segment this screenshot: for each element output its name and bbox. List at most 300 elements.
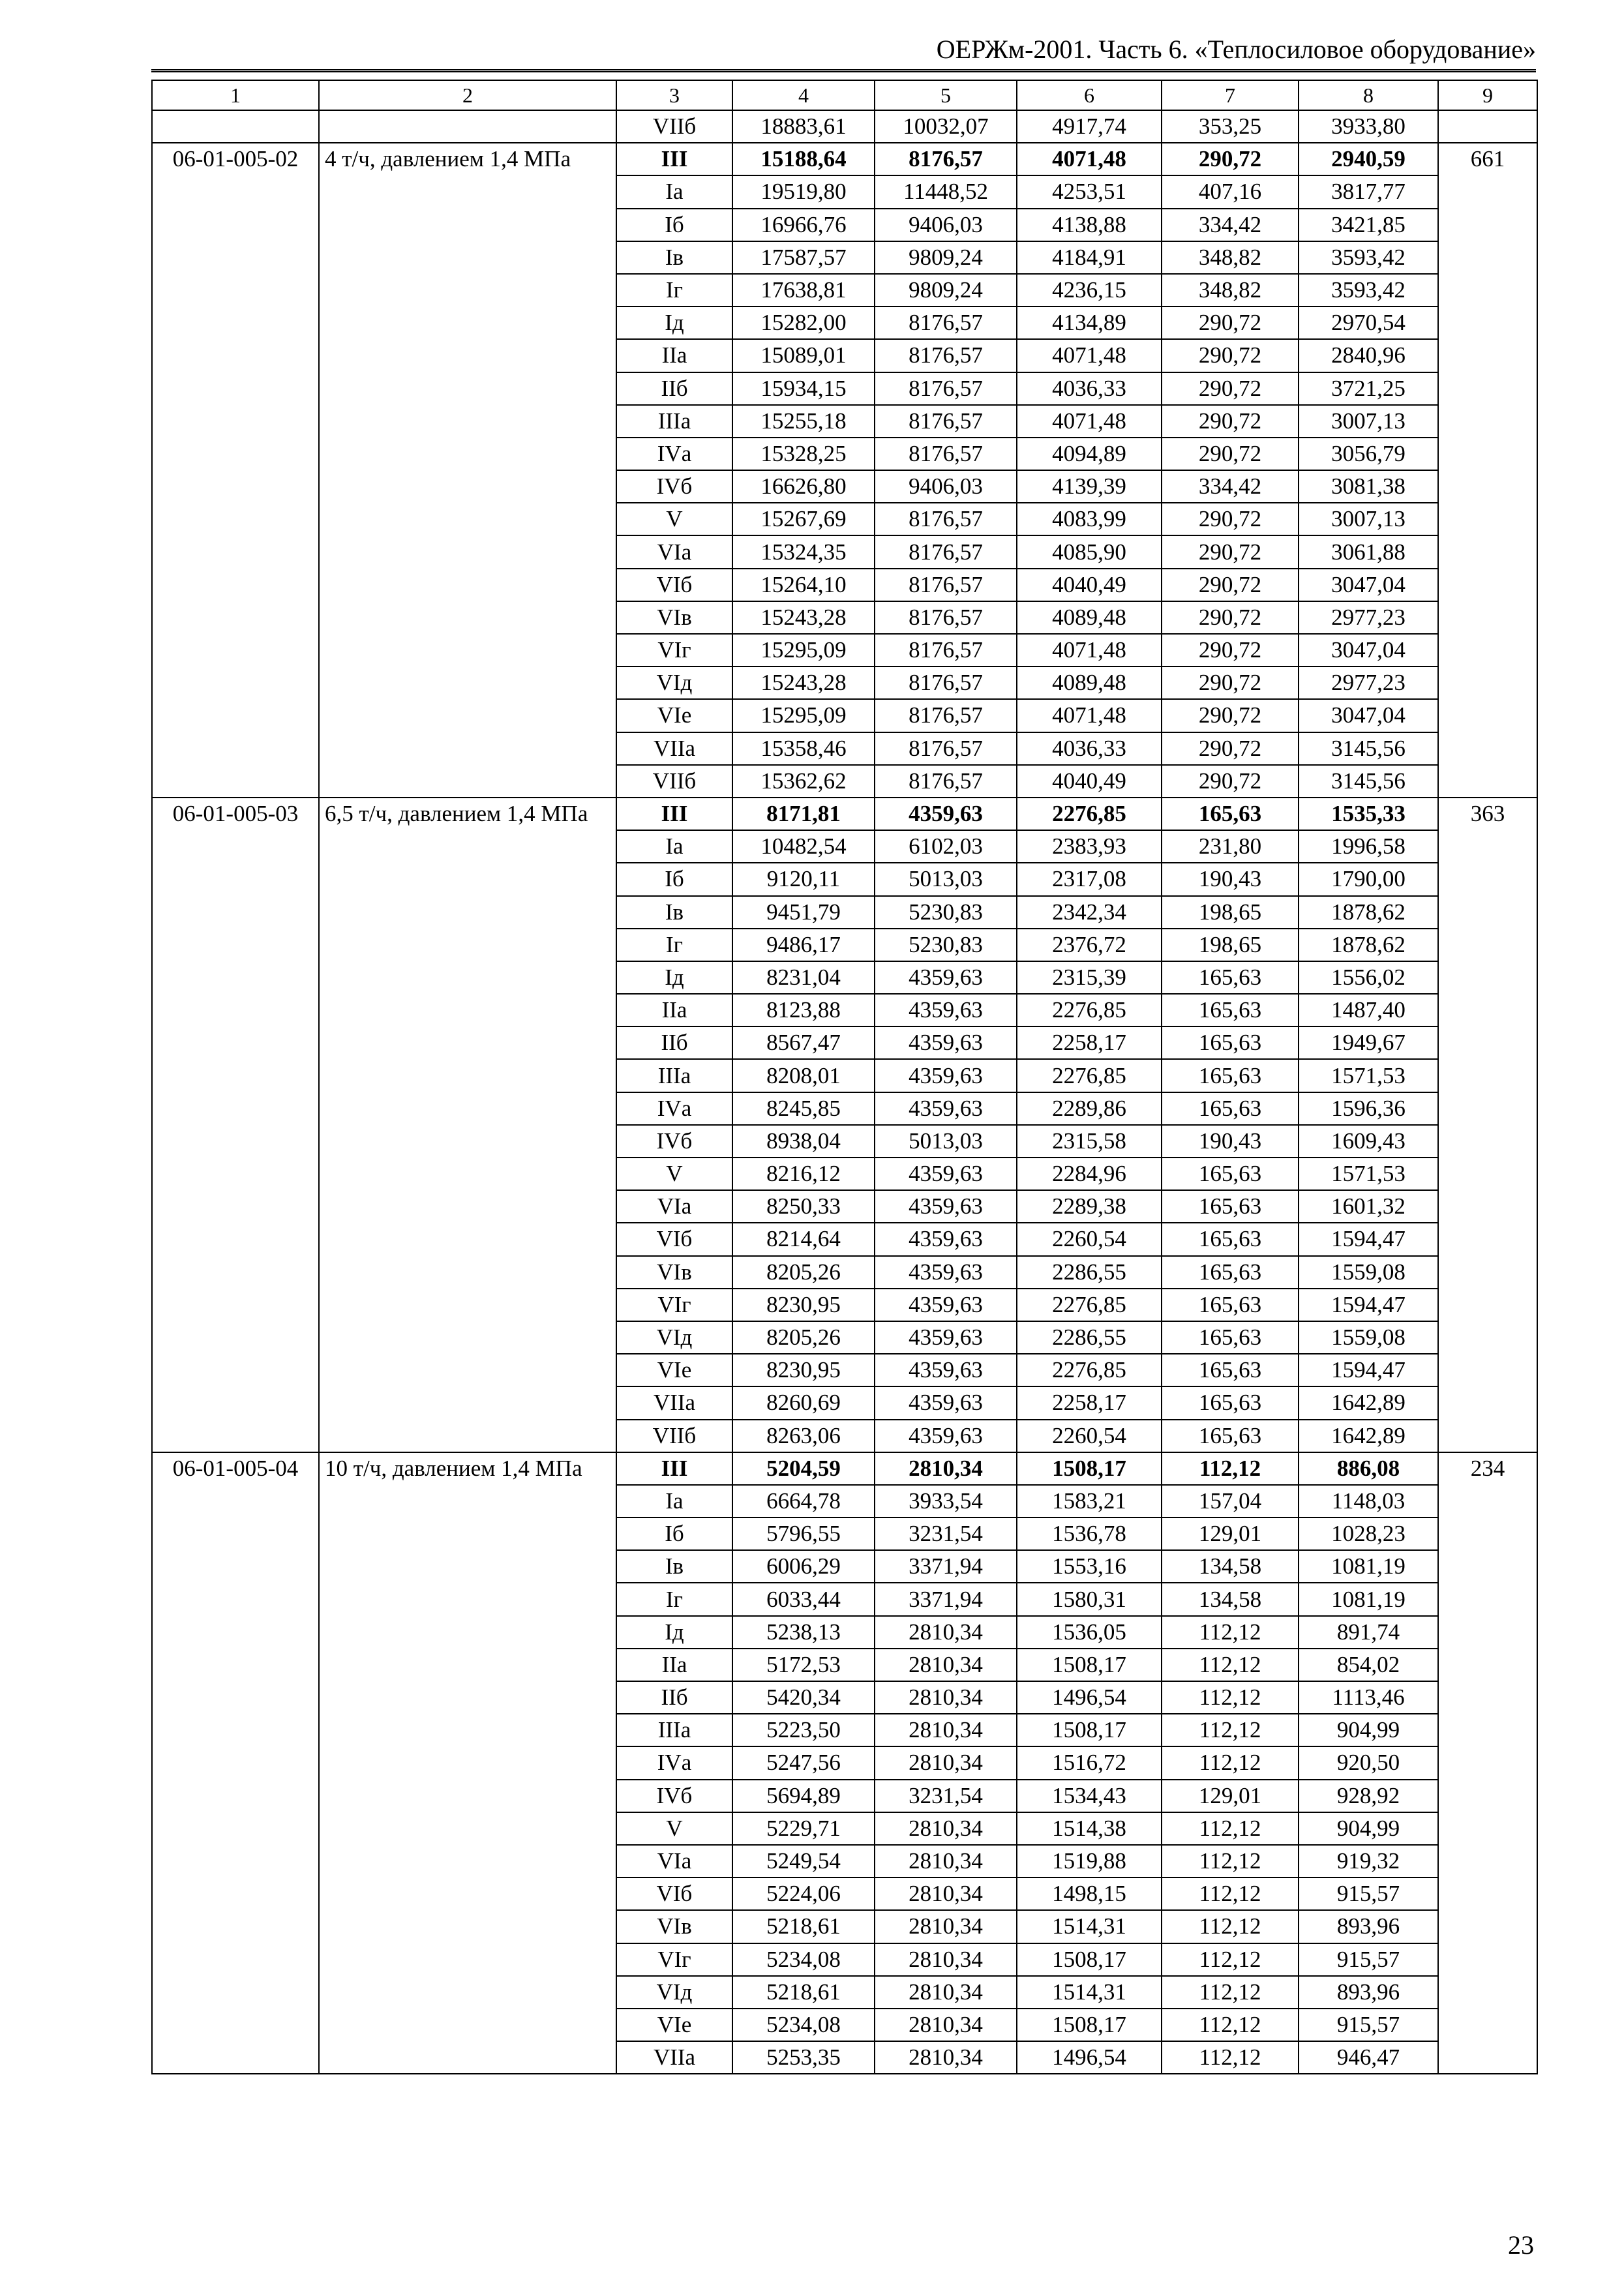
- value-cell: 920,50: [1299, 1746, 1438, 1779]
- value-cell: 4184,91: [1017, 241, 1162, 274]
- value-cell: 8230,95: [732, 1354, 875, 1386]
- value-cell: 134,58: [1162, 1583, 1299, 1615]
- value-cell: 919,32: [1299, 1845, 1438, 1878]
- count-cell: 363: [1438, 798, 1537, 1452]
- value-cell: 165,63: [1162, 1223, 1299, 1255]
- column-number: 2: [319, 80, 616, 110]
- value-cell: 3047,04: [1299, 699, 1438, 732]
- value-cell: 1148,03: [1299, 1485, 1438, 1518]
- value-cell: 4036,33: [1017, 732, 1162, 765]
- zone-cell: VIIа: [616, 732, 732, 765]
- value-cell: 112,12: [1162, 1746, 1299, 1779]
- value-cell: 1609,43: [1299, 1125, 1438, 1158]
- value-cell: 290,72: [1162, 339, 1299, 372]
- value-cell: 4359,63: [875, 1289, 1017, 1321]
- value-cell: 4253,51: [1017, 175, 1162, 208]
- value-cell: 4071,48: [1017, 405, 1162, 438]
- value-cell: 886,08: [1299, 1452, 1438, 1485]
- zone-cell: VIе: [616, 2009, 732, 2041]
- value-cell: 290,72: [1162, 438, 1299, 470]
- value-cell: 4085,90: [1017, 535, 1162, 568]
- zone-cell: VIв: [616, 601, 732, 634]
- column-number: 5: [875, 80, 1017, 110]
- value-cell: 4040,49: [1017, 765, 1162, 798]
- value-cell: 1514,31: [1017, 1976, 1162, 2009]
- zone-cell: IIIа: [616, 1714, 732, 1746]
- value-cell: 15264,10: [732, 569, 875, 601]
- value-cell: 2810,34: [875, 1943, 1017, 1976]
- value-cell: 854,02: [1299, 1649, 1438, 1681]
- value-cell: 8231,04: [732, 961, 875, 994]
- value-cell: 3145,56: [1299, 732, 1438, 765]
- value-cell: 3047,04: [1299, 634, 1438, 666]
- count-cell: 661: [1438, 143, 1537, 798]
- page-number: 23: [1508, 2230, 1534, 2260]
- value-cell: 9451,79: [732, 896, 875, 929]
- zone-cell: IIIа: [616, 1059, 732, 1092]
- value-cell: 4089,48: [1017, 601, 1162, 634]
- value-cell: 8205,26: [732, 1321, 875, 1354]
- value-cell: 15282,00: [732, 307, 875, 339]
- value-cell: 6033,44: [732, 1583, 875, 1615]
- value-cell: 4359,63: [875, 1354, 1017, 1386]
- count-cell: [1438, 110, 1537, 143]
- value-cell: 4139,39: [1017, 470, 1162, 503]
- zone-cell: VIг: [616, 634, 732, 666]
- value-cell: 10482,54: [732, 830, 875, 863]
- value-cell: 5230,83: [875, 929, 1017, 961]
- value-cell: 1571,53: [1299, 1158, 1438, 1190]
- value-cell: 165,63: [1162, 1190, 1299, 1223]
- value-cell: 165,63: [1162, 1289, 1299, 1321]
- value-cell: 2810,34: [875, 1616, 1017, 1649]
- value-cell: 4089,48: [1017, 666, 1162, 699]
- value-cell: 1556,02: [1299, 961, 1438, 994]
- value-cell: 1949,67: [1299, 1026, 1438, 1059]
- value-cell: 5420,34: [732, 1681, 875, 1714]
- zone-cell: Iб: [616, 209, 732, 241]
- value-cell: 8214,64: [732, 1223, 875, 1255]
- value-cell: 5013,03: [875, 1125, 1017, 1158]
- value-cell: 8176,57: [875, 601, 1017, 634]
- zone-cell: VIIб: [616, 110, 732, 143]
- value-cell: 4359,63: [875, 798, 1017, 830]
- zone-cell: VIб: [616, 1223, 732, 1255]
- value-cell: 1514,31: [1017, 1910, 1162, 1943]
- value-cell: 353,25: [1162, 110, 1299, 143]
- value-cell: 4359,63: [875, 1321, 1017, 1354]
- value-cell: 4359,63: [875, 1256, 1017, 1289]
- value-cell: 3721,25: [1299, 372, 1438, 405]
- value-cell: 8176,57: [875, 339, 1017, 372]
- value-cell: 8176,57: [875, 372, 1017, 405]
- value-cell: 8176,57: [875, 765, 1017, 798]
- zone-cell: Iб: [616, 1518, 732, 1550]
- running-header: ОЕРЖм-2001. Часть 6. «Теплосиловое оборудование»: [151, 33, 1536, 72]
- value-cell: 290,72: [1162, 601, 1299, 634]
- value-cell: 15267,69: [732, 503, 875, 535]
- value-cell: 2940,59: [1299, 143, 1438, 175]
- zone-cell: IVб: [616, 1780, 732, 1812]
- value-cell: 2315,58: [1017, 1125, 1162, 1158]
- value-cell: 198,65: [1162, 896, 1299, 929]
- value-cell: 1642,89: [1299, 1386, 1438, 1419]
- value-cell: 17587,57: [732, 241, 875, 274]
- value-cell: 4359,63: [875, 1386, 1017, 1419]
- price-table-container: [151, 80, 1537, 2074]
- value-cell: 1601,32: [1299, 1190, 1438, 1223]
- value-cell: 4134,89: [1017, 307, 1162, 339]
- zone-cell: V: [616, 503, 732, 535]
- zone-cell: Iг: [616, 929, 732, 961]
- zone-cell: VIв: [616, 1256, 732, 1289]
- value-cell: 8176,57: [875, 438, 1017, 470]
- column-number: 6: [1017, 80, 1162, 110]
- value-cell: 2258,17: [1017, 1026, 1162, 1059]
- code-cell: [152, 110, 319, 143]
- value-cell: 1594,47: [1299, 1223, 1438, 1255]
- value-cell: 4138,88: [1017, 209, 1162, 241]
- value-cell: 893,96: [1299, 1976, 1438, 2009]
- value-cell: 3081,38: [1299, 470, 1438, 503]
- value-cell: 4083,99: [1017, 503, 1162, 535]
- value-cell: 190,43: [1162, 863, 1299, 895]
- zone-cell: VIб: [616, 1878, 732, 1910]
- value-cell: 5224,06: [732, 1878, 875, 1910]
- value-cell: 2810,34: [875, 1649, 1017, 1681]
- zone-cell: Iа: [616, 175, 732, 208]
- value-cell: 11448,52: [875, 175, 1017, 208]
- value-cell: 2342,34: [1017, 896, 1162, 929]
- value-cell: 15188,64: [732, 143, 875, 175]
- value-cell: 15362,62: [732, 765, 875, 798]
- value-cell: 2286,55: [1017, 1321, 1162, 1354]
- value-cell: 290,72: [1162, 699, 1299, 732]
- value-cell: 4359,63: [875, 1158, 1017, 1190]
- value-cell: 2260,54: [1017, 1223, 1162, 1255]
- value-cell: 15243,28: [732, 666, 875, 699]
- zone-cell: V: [616, 1158, 732, 1190]
- value-cell: 129,01: [1162, 1518, 1299, 1550]
- value-cell: 8176,57: [875, 569, 1017, 601]
- zone-cell: VIг: [616, 1943, 732, 1976]
- zone-cell: IVб: [616, 470, 732, 503]
- value-cell: 2810,34: [875, 1681, 1017, 1714]
- zone-cell: IVа: [616, 438, 732, 470]
- value-cell: 2286,55: [1017, 1256, 1162, 1289]
- value-cell: 3593,42: [1299, 241, 1438, 274]
- value-cell: 1534,43: [1017, 1780, 1162, 1812]
- value-cell: 3231,54: [875, 1518, 1017, 1550]
- value-cell: 915,57: [1299, 2009, 1438, 2041]
- value-cell: 165,63: [1162, 1354, 1299, 1386]
- value-cell: 1508,17: [1017, 2009, 1162, 2041]
- value-cell: 1496,54: [1017, 1681, 1162, 1714]
- value-cell: 8176,57: [875, 634, 1017, 666]
- value-cell: 5218,61: [732, 1910, 875, 1943]
- value-cell: 112,12: [1162, 1616, 1299, 1649]
- value-cell: 112,12: [1162, 2041, 1299, 2074]
- value-cell: 3061,88: [1299, 535, 1438, 568]
- value-cell: 946,47: [1299, 2041, 1438, 2074]
- value-cell: 334,42: [1162, 470, 1299, 503]
- column-number: 9: [1438, 80, 1537, 110]
- zone-cell: IIб: [616, 372, 732, 405]
- zone-cell: VIе: [616, 1354, 732, 1386]
- value-cell: 4359,63: [875, 1026, 1017, 1059]
- value-cell: 5247,56: [732, 1746, 875, 1779]
- zone-cell: IIб: [616, 1681, 732, 1714]
- value-cell: 6006,29: [732, 1550, 875, 1583]
- zone-cell: VIа: [616, 1845, 732, 1878]
- zone-cell: Iг: [616, 274, 732, 307]
- value-cell: 4359,63: [875, 1223, 1017, 1255]
- value-cell: 165,63: [1162, 994, 1299, 1026]
- value-cell: 8216,12: [732, 1158, 875, 1190]
- zone-cell: VIа: [616, 535, 732, 568]
- value-cell: 1996,58: [1299, 830, 1438, 863]
- zone-cell: IVа: [616, 1092, 732, 1125]
- value-cell: 231,80: [1162, 830, 1299, 863]
- zone-cell: VIв: [616, 1910, 732, 1943]
- zone-cell: Iд: [616, 1616, 732, 1649]
- value-cell: 8260,69: [732, 1386, 875, 1419]
- value-cell: 134,58: [1162, 1550, 1299, 1583]
- value-cell: 4917,74: [1017, 110, 1162, 143]
- zone-cell: VIд: [616, 666, 732, 699]
- zone-cell: VIг: [616, 1289, 732, 1321]
- value-cell: 3593,42: [1299, 274, 1438, 307]
- value-cell: 5204,59: [732, 1452, 875, 1485]
- column-number: 4: [732, 80, 875, 110]
- price-table-body: [152, 80, 1537, 2074]
- value-cell: 290,72: [1162, 535, 1299, 568]
- value-cell: 4071,48: [1017, 143, 1162, 175]
- value-cell: 1508,17: [1017, 1452, 1162, 1485]
- value-cell: 1028,23: [1299, 1518, 1438, 1550]
- value-cell: 5223,50: [732, 1714, 875, 1746]
- zone-cell: Iб: [616, 863, 732, 895]
- value-cell: 1594,47: [1299, 1354, 1438, 1386]
- value-cell: 8205,26: [732, 1256, 875, 1289]
- value-cell: 112,12: [1162, 1812, 1299, 1845]
- value-cell: 4359,63: [875, 994, 1017, 1026]
- value-cell: 2810,34: [875, 1812, 1017, 1845]
- value-cell: 2276,85: [1017, 1289, 1162, 1321]
- value-cell: 290,72: [1162, 569, 1299, 601]
- zone-cell: VIд: [616, 1321, 732, 1354]
- value-cell: 165,63: [1162, 1026, 1299, 1059]
- value-cell: 2810,34: [875, 1845, 1017, 1878]
- value-cell: 112,12: [1162, 1976, 1299, 2009]
- value-cell: 290,72: [1162, 634, 1299, 666]
- value-cell: 3145,56: [1299, 765, 1438, 798]
- value-cell: 8938,04: [732, 1125, 875, 1158]
- value-cell: 8250,33: [732, 1190, 875, 1223]
- value-cell: 16966,76: [732, 209, 875, 241]
- zone-cell: Iа: [616, 1485, 732, 1518]
- table-row: [152, 1452, 1537, 1485]
- value-cell: 915,57: [1299, 1878, 1438, 1910]
- value-cell: 290,72: [1162, 405, 1299, 438]
- value-cell: 5229,71: [732, 1812, 875, 1845]
- zone-cell: Iд: [616, 961, 732, 994]
- value-cell: 8263,06: [732, 1420, 875, 1452]
- value-cell: 9120,11: [732, 863, 875, 895]
- value-cell: 2276,85: [1017, 994, 1162, 1026]
- value-cell: 290,72: [1162, 143, 1299, 175]
- value-cell: 112,12: [1162, 2009, 1299, 2041]
- value-cell: 5694,89: [732, 1780, 875, 1812]
- value-cell: 2260,54: [1017, 1420, 1162, 1452]
- value-cell: 18883,61: [732, 110, 875, 143]
- value-cell: 2383,93: [1017, 830, 1162, 863]
- value-cell: 334,42: [1162, 209, 1299, 241]
- value-cell: 112,12: [1162, 1910, 1299, 1943]
- value-cell: 348,82: [1162, 274, 1299, 307]
- value-cell: 165,63: [1162, 1321, 1299, 1354]
- value-cell: 3007,13: [1299, 405, 1438, 438]
- zone-cell: Iв: [616, 896, 732, 929]
- value-cell: 9809,24: [875, 241, 1017, 274]
- zone-cell: III: [616, 143, 732, 175]
- value-cell: 3056,79: [1299, 438, 1438, 470]
- value-cell: 2276,85: [1017, 1059, 1162, 1092]
- value-cell: 2810,34: [875, 1452, 1017, 1485]
- zone-cell: IVб: [616, 1125, 732, 1158]
- value-cell: 112,12: [1162, 1649, 1299, 1681]
- value-cell: 16626,80: [732, 470, 875, 503]
- value-cell: 2970,54: [1299, 307, 1438, 339]
- value-cell: 3421,85: [1299, 209, 1438, 241]
- value-cell: 9406,03: [875, 209, 1017, 241]
- value-cell: 5013,03: [875, 863, 1017, 895]
- zone-cell: III: [616, 798, 732, 830]
- value-cell: 1081,19: [1299, 1583, 1438, 1615]
- value-cell: 904,99: [1299, 1714, 1438, 1746]
- value-cell: 407,16: [1162, 175, 1299, 208]
- code-cell: 06-01-005-04: [152, 1452, 319, 2074]
- zone-cell: III: [616, 1452, 732, 1485]
- value-cell: 915,57: [1299, 1943, 1438, 1976]
- value-cell: 4036,33: [1017, 372, 1162, 405]
- zone-cell: VIе: [616, 699, 732, 732]
- value-cell: 1498,15: [1017, 1878, 1162, 1910]
- value-cell: 3817,77: [1299, 175, 1438, 208]
- value-cell: 2810,34: [875, 1976, 1017, 2009]
- value-cell: 165,63: [1162, 1059, 1299, 1092]
- column-number: 3: [616, 80, 732, 110]
- value-cell: 10032,07: [875, 110, 1017, 143]
- value-cell: 15295,09: [732, 699, 875, 732]
- value-cell: 15295,09: [732, 634, 875, 666]
- value-cell: 198,65: [1162, 929, 1299, 961]
- zone-cell: VIIа: [616, 2041, 732, 2074]
- value-cell: 5172,53: [732, 1649, 875, 1681]
- value-cell: 4236,15: [1017, 274, 1162, 307]
- zone-cell: IVа: [616, 1746, 732, 1779]
- zone-cell: IIа: [616, 1649, 732, 1681]
- value-cell: 8245,85: [732, 1092, 875, 1125]
- value-cell: 165,63: [1162, 1420, 1299, 1452]
- zone-cell: VIIб: [616, 1420, 732, 1452]
- value-cell: 1535,33: [1299, 798, 1438, 830]
- value-cell: 1536,05: [1017, 1616, 1162, 1649]
- value-cell: 5253,35: [732, 2041, 875, 2074]
- value-cell: 4359,63: [875, 1059, 1017, 1092]
- value-cell: 15255,18: [732, 405, 875, 438]
- table-row: [152, 798, 1537, 830]
- value-cell: 2840,96: [1299, 339, 1438, 372]
- value-cell: 15324,35: [732, 535, 875, 568]
- zone-cell: VIа: [616, 1190, 732, 1223]
- value-cell: 2289,86: [1017, 1092, 1162, 1125]
- value-cell: 1878,62: [1299, 929, 1438, 961]
- value-cell: 8123,88: [732, 994, 875, 1026]
- zone-cell: VIIб: [616, 765, 732, 798]
- code-cell: 06-01-005-03: [152, 798, 319, 1452]
- column-number-row: [152, 80, 1537, 110]
- value-cell: 3371,94: [875, 1550, 1017, 1583]
- zone-cell: VIд: [616, 1976, 732, 2009]
- value-cell: 1514,38: [1017, 1812, 1162, 1845]
- value-cell: 157,04: [1162, 1485, 1299, 1518]
- value-cell: 1508,17: [1017, 1714, 1162, 1746]
- value-cell: 5234,08: [732, 2009, 875, 2041]
- value-cell: 2284,96: [1017, 1158, 1162, 1190]
- value-cell: 8176,57: [875, 307, 1017, 339]
- zone-cell: IIIа: [616, 405, 732, 438]
- value-cell: 8176,57: [875, 503, 1017, 535]
- value-cell: 1596,36: [1299, 1092, 1438, 1125]
- value-cell: 1580,31: [1017, 1583, 1162, 1615]
- value-cell: 1487,40: [1299, 994, 1438, 1026]
- value-cell: 15328,25: [732, 438, 875, 470]
- column-number: 1: [152, 80, 319, 110]
- value-cell: 2810,34: [875, 1910, 1017, 1943]
- value-cell: 15358,46: [732, 732, 875, 765]
- table-row: [152, 143, 1537, 175]
- value-cell: 893,96: [1299, 1910, 1438, 1943]
- value-cell: 165,63: [1162, 1092, 1299, 1125]
- value-cell: 19519,80: [732, 175, 875, 208]
- count-cell: 234: [1438, 1452, 1537, 2074]
- zone-cell: Iг: [616, 1583, 732, 1615]
- value-cell: 290,72: [1162, 307, 1299, 339]
- value-cell: 1519,88: [1017, 1845, 1162, 1878]
- value-cell: 15243,28: [732, 601, 875, 634]
- value-cell: 2810,34: [875, 2009, 1017, 2041]
- value-cell: 1790,00: [1299, 863, 1438, 895]
- value-cell: 2317,08: [1017, 863, 1162, 895]
- value-cell: 6664,78: [732, 1485, 875, 1518]
- price-table: [151, 80, 1538, 2074]
- description-cell: 4 т/ч, давлением 1,4 МПа: [319, 143, 616, 798]
- value-cell: 2258,17: [1017, 1386, 1162, 1419]
- value-cell: 3231,54: [875, 1780, 1017, 1812]
- value-cell: 290,72: [1162, 666, 1299, 699]
- value-cell: 1553,16: [1017, 1550, 1162, 1583]
- value-cell: 1081,19: [1299, 1550, 1438, 1583]
- value-cell: 2276,85: [1017, 1354, 1162, 1386]
- value-cell: 290,72: [1162, 732, 1299, 765]
- value-cell: 348,82: [1162, 241, 1299, 274]
- value-cell: 1508,17: [1017, 1943, 1162, 1976]
- value-cell: 8230,95: [732, 1289, 875, 1321]
- value-cell: 4071,48: [1017, 339, 1162, 372]
- value-cell: 3933,54: [875, 1485, 1017, 1518]
- zone-cell: Iв: [616, 1550, 732, 1583]
